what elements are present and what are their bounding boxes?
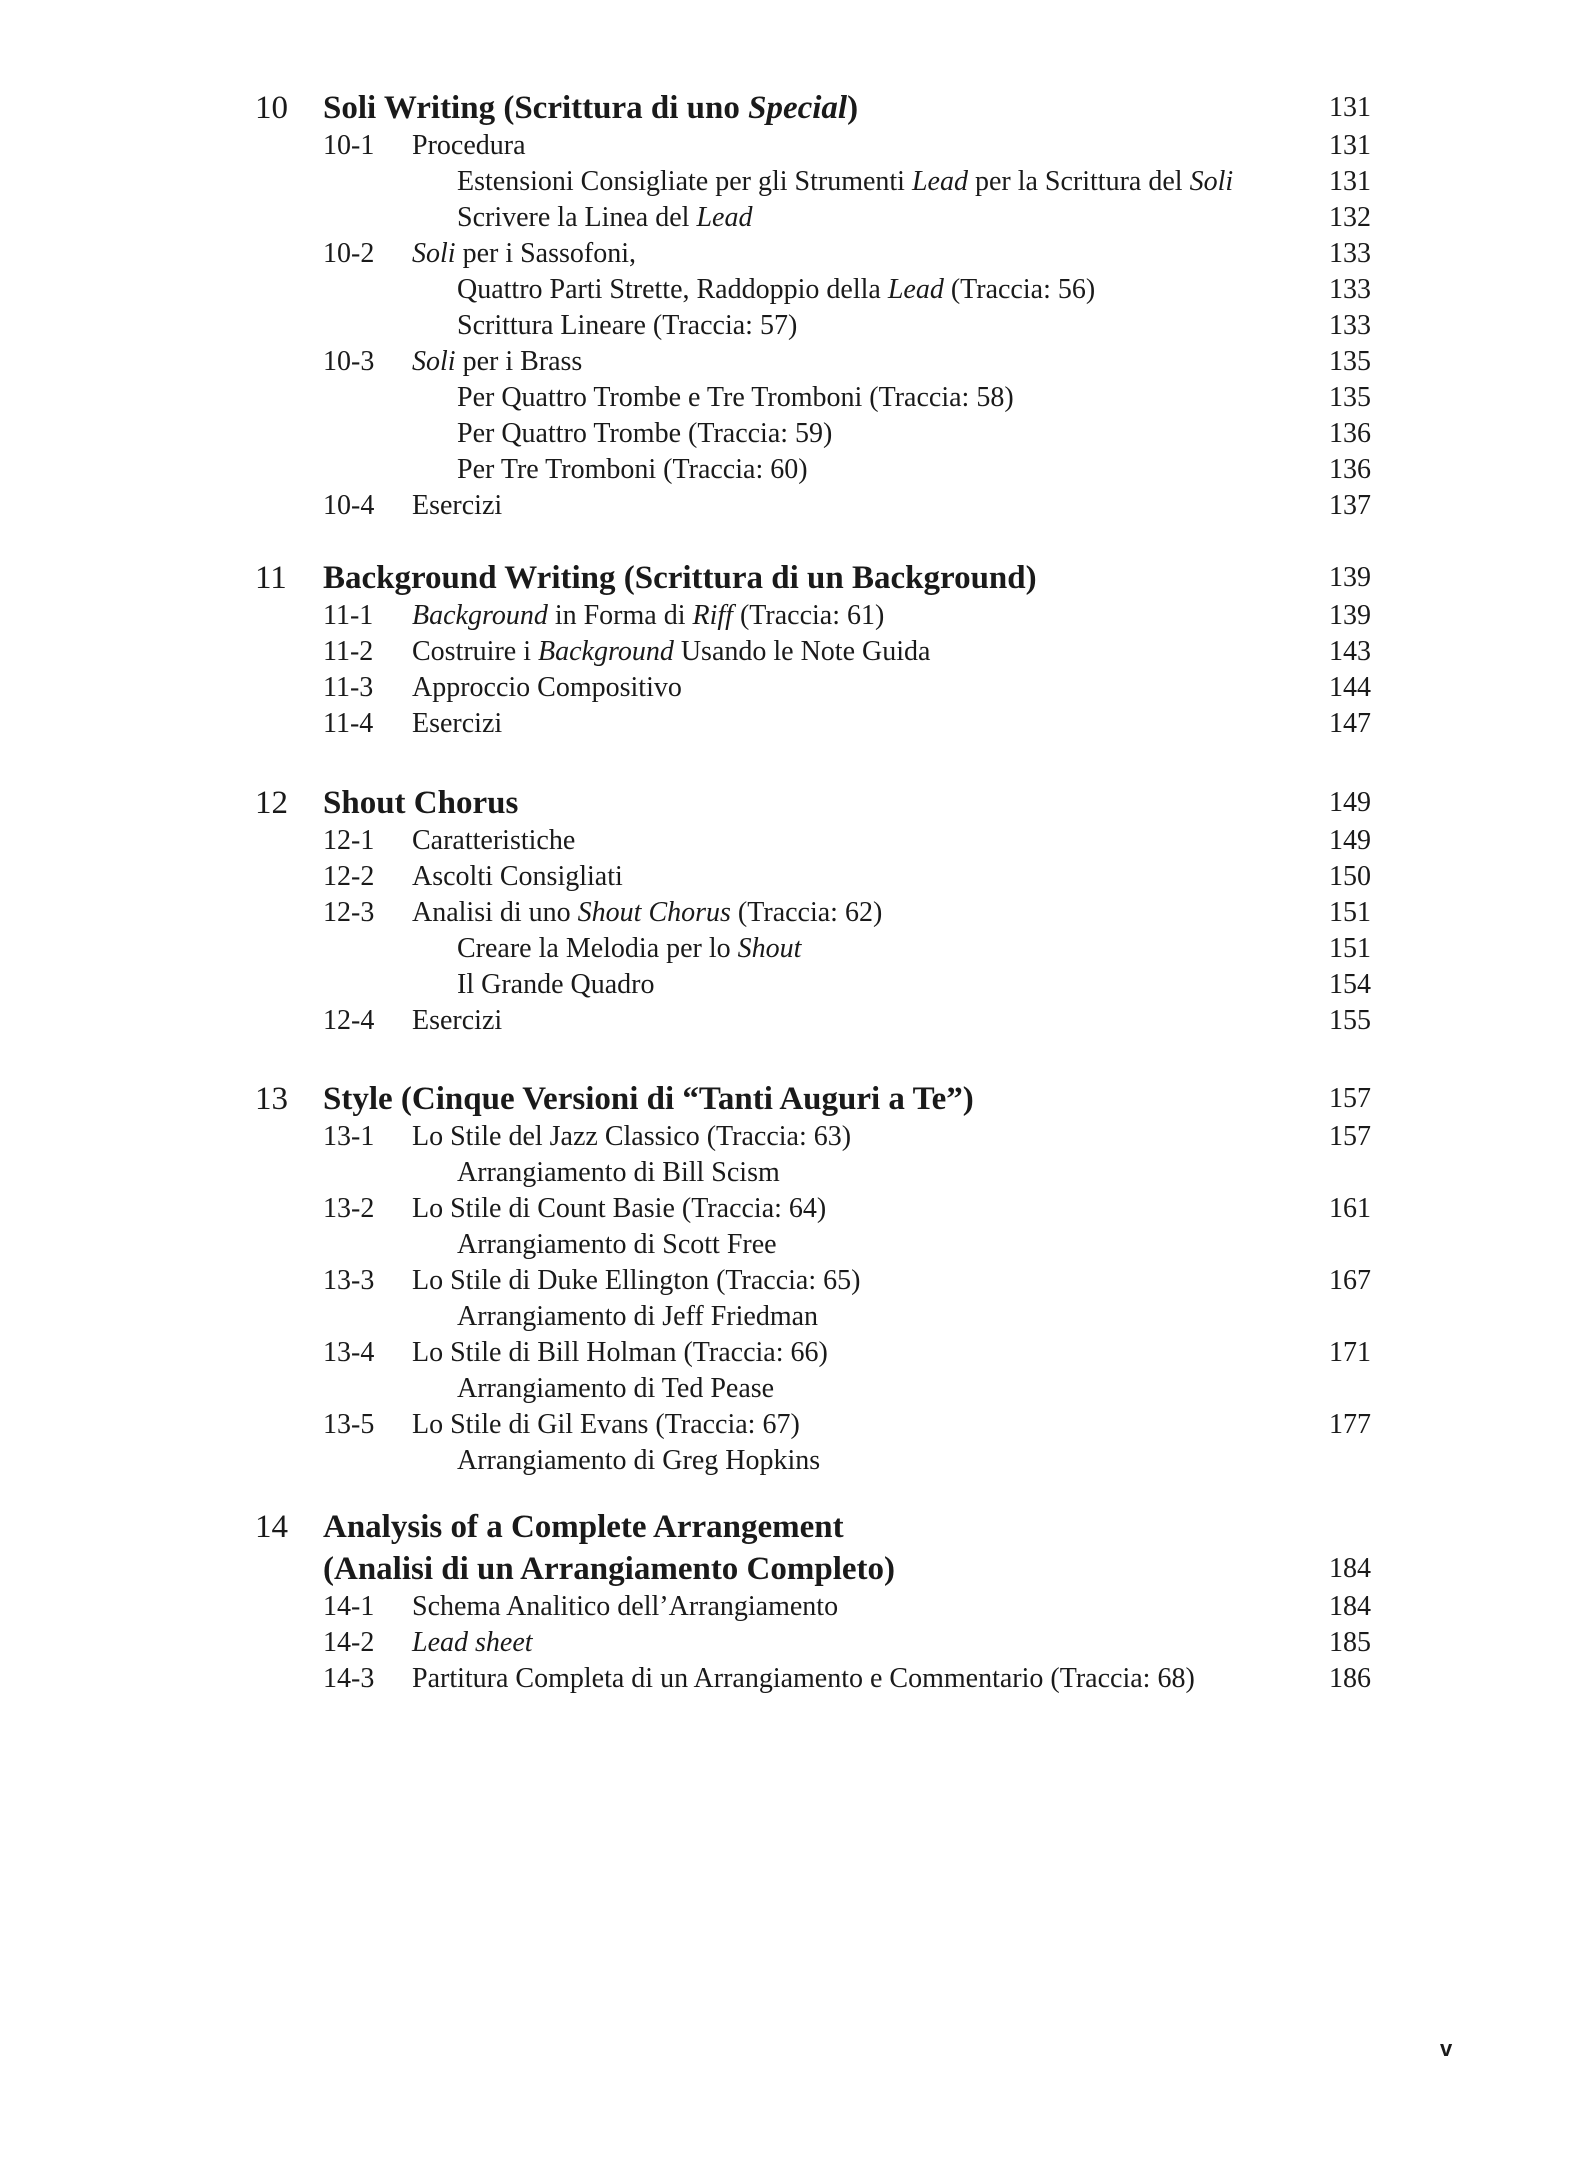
chapter-number: 14	[255, 1509, 288, 1545]
section-entry[interactable]	[0, 1589, 1593, 1625]
title-run: Lead	[696, 202, 753, 233]
section-page-number: 186	[1329, 1663, 1371, 1694]
section-entry[interactable]	[0, 1661, 1593, 1697]
section-page-number: 133	[1329, 274, 1371, 305]
title-run: Schema Analitico dell’Arrangiamento	[412, 1591, 839, 1622]
section-entry[interactable]	[0, 1263, 1593, 1299]
chapter-page-number: 131	[1329, 92, 1371, 123]
section-title	[457, 380, 1014, 416]
title-run: Scrivere la Linea del	[457, 202, 697, 233]
section-number: 14-1	[323, 1591, 375, 1622]
section-page-number: 157	[1329, 1121, 1371, 1152]
section-title	[412, 598, 884, 634]
section-number: 13-2	[323, 1193, 375, 1224]
title-run: Il Grande Quadro	[457, 969, 655, 1000]
section-entry[interactable]	[0, 1003, 1593, 1039]
title-run: Background	[538, 636, 674, 667]
section-title	[412, 128, 526, 164]
title-run: (Traccia: 61)	[732, 600, 885, 631]
page-number: v	[1440, 2036, 1453, 2061]
section-page-number: 171	[1329, 1337, 1371, 1368]
section-page-number: 147	[1329, 708, 1371, 739]
title-run: Lo Stile di Count Basie (Traccia: 64)	[412, 1193, 827, 1224]
title-run: Lo Stile del Jazz Classico (Traccia: 63)	[412, 1121, 852, 1152]
section-page-number: 137	[1329, 490, 1371, 521]
title-run: Soli	[412, 346, 456, 377]
title-run: Estensioni Consigliate per gli Strumenti	[457, 166, 912, 197]
title-run: Lead	[911, 166, 968, 197]
title-run: Analysis of a Complete Arrangement	[323, 1509, 844, 1545]
section-title	[412, 1589, 838, 1625]
subsection-entry[interactable]	[0, 452, 1593, 488]
section-entry[interactable]	[0, 1119, 1593, 1155]
section-title	[457, 1443, 820, 1479]
chapter-number: 12	[255, 785, 288, 821]
title-run: Quattro Parti Strette, Raddoppio della	[457, 274, 888, 305]
section-title	[412, 1661, 1195, 1697]
section-title	[457, 164, 1233, 200]
section-page-number: 185	[1329, 1627, 1371, 1658]
section-title	[412, 895, 882, 931]
chapter-title	[323, 556, 1037, 600]
section-entry[interactable]	[0, 128, 1593, 164]
section-title	[412, 236, 636, 272]
title-run: Soli	[412, 238, 456, 269]
section-page-number: 131	[1329, 166, 1371, 197]
subsection-entry[interactable]	[0, 1443, 1593, 1479]
subsection-entry[interactable]	[0, 1299, 1593, 1335]
section-page-number: 167	[1329, 1265, 1371, 1296]
title-run: (Traccia: 56)	[943, 274, 1096, 305]
section-entry[interactable]	[0, 598, 1593, 634]
chapter-heading[interactable]	[0, 1077, 1593, 1121]
chapter-heading[interactable]	[0, 1505, 1593, 1549]
title-run: Lo Stile di Bill Holman (Traccia: 66)	[412, 1337, 828, 1368]
section-number: 13-3	[323, 1265, 375, 1296]
title-run: per la Scrittura del	[967, 166, 1190, 197]
chapter-title	[323, 1505, 844, 1549]
chapter-number: 11	[255, 560, 287, 596]
chapter-number: 10	[255, 90, 288, 126]
section-number: 11-1	[323, 600, 374, 631]
section-number: 12-4	[323, 1005, 375, 1036]
section-entry[interactable]	[0, 670, 1593, 706]
section-page-number: 131	[1329, 130, 1371, 161]
title-run: Shout Chorus	[323, 785, 519, 821]
title-run: Scrittura Lineare (Traccia: 57)	[457, 310, 798, 341]
title-run: Arrangiamento di Ted Pease	[457, 1373, 775, 1404]
section-title	[457, 1299, 818, 1335]
title-run: Arrangiamento di Scott Free	[457, 1229, 777, 1260]
section-title	[412, 1625, 533, 1661]
section-page-number: 133	[1329, 238, 1371, 269]
section-entry[interactable]	[0, 488, 1593, 524]
section-page-number: 135	[1329, 382, 1371, 413]
title-run: Arrangiamento di Greg Hopkins	[457, 1445, 821, 1476]
section-title	[457, 1371, 774, 1407]
title-run: Partitura Completa di un Arrangiamento e Commentario (Traccia: 68)	[412, 1663, 1195, 1694]
chapter-title	[323, 1077, 974, 1121]
title-run: (Analisi di un Arrangiamento Completo)	[323, 1551, 896, 1587]
section-title	[412, 1335, 828, 1371]
section-entry[interactable]	[0, 634, 1593, 670]
section-number: 12-2	[323, 861, 375, 892]
subsection-entry[interactable]	[0, 1227, 1593, 1263]
title-run: Procedura	[412, 130, 526, 161]
title-run: per i Brass	[455, 346, 583, 377]
section-page-number: 184	[1329, 1591, 1371, 1622]
section-page-number: 143	[1329, 636, 1371, 667]
title-run: Caratteristiche	[412, 825, 576, 856]
chapter-heading-continued[interactable]	[0, 1547, 1593, 1591]
section-entry[interactable]	[0, 1191, 1593, 1227]
section-title	[457, 931, 801, 967]
title-run: (Traccia: 62)	[730, 897, 883, 928]
title-run: Ascolti Consigliati	[412, 861, 623, 892]
section-number: 13-5	[323, 1409, 375, 1440]
section-title	[457, 200, 752, 236]
section-page-number: 155	[1329, 1005, 1371, 1036]
section-entry[interactable]	[0, 1625, 1593, 1661]
section-page-number: 161	[1329, 1193, 1371, 1224]
chapter-heading[interactable]	[0, 86, 1593, 130]
title-run: Lead	[887, 274, 944, 305]
chapter-heading[interactable]	[0, 781, 1593, 825]
section-number: 10-3	[323, 346, 375, 377]
section-entry[interactable]	[0, 859, 1593, 895]
section-title	[412, 859, 623, 895]
section-page-number: 139	[1329, 600, 1371, 631]
section-title	[412, 634, 930, 670]
section-entry[interactable]	[0, 236, 1593, 272]
title-run: Creare la Melodia per lo	[457, 933, 738, 964]
section-entry[interactable]	[0, 1407, 1593, 1443]
section-title	[412, 344, 582, 380]
section-title	[457, 308, 797, 344]
title-run: Esercizi	[412, 1005, 503, 1036]
section-page-number: 135	[1329, 346, 1371, 377]
section-title	[412, 823, 575, 859]
chapter-number: 13	[255, 1081, 288, 1117]
title-run: Arrangiamento di Bill Scism	[457, 1157, 780, 1188]
section-entry[interactable]	[0, 895, 1593, 931]
title-run: Arrangiamento di Jeff Friedman	[457, 1301, 819, 1332]
chapter-page-number: 184	[1329, 1553, 1371, 1584]
title-run: Background	[412, 600, 548, 631]
title-run: Style (Cinque Versioni di “Tanti Auguri a Te”)	[323, 1081, 974, 1117]
section-number: 12-1	[323, 825, 375, 856]
section-title	[412, 1263, 860, 1299]
title-run: Lead sheet	[412, 1627, 533, 1658]
section-title	[457, 967, 654, 1003]
subsection-entry[interactable]	[0, 1371, 1593, 1407]
title-run: Shout Chorus	[577, 897, 731, 928]
chapter-subtitle	[323, 1547, 895, 1591]
title-run: Soli	[1189, 166, 1234, 197]
title-run: Lo Stile di Gil Evans (Traccia: 67)	[412, 1409, 800, 1440]
section-title	[457, 1227, 777, 1263]
section-title	[412, 1191, 826, 1227]
section-title	[457, 1155, 780, 1191]
section-entry[interactable]	[0, 344, 1593, 380]
section-page-number: 149	[1329, 825, 1371, 856]
section-title	[412, 670, 682, 706]
section-title	[412, 1119, 851, 1155]
section-number: 11-2	[323, 636, 374, 667]
section-entry[interactable]	[0, 823, 1593, 859]
subsection-entry[interactable]	[0, 308, 1593, 344]
title-run: Approccio Compositivo	[412, 672, 682, 703]
section-page-number: 133	[1329, 310, 1371, 341]
title-run: Esercizi	[412, 490, 503, 521]
section-page-number: 150	[1329, 861, 1371, 892]
subsection-entry[interactable]	[0, 416, 1593, 452]
section-entry[interactable]	[0, 1335, 1593, 1371]
chapter-page-number: 139	[1329, 562, 1371, 593]
section-entry[interactable]	[0, 706, 1593, 742]
title-run: Per Tre Tromboni (Traccia: 60)	[457, 454, 808, 485]
section-number: 12-3	[323, 897, 375, 928]
section-page-number: 151	[1329, 933, 1371, 964]
section-page-number: 154	[1329, 969, 1371, 1000]
section-page-number: 136	[1329, 418, 1371, 449]
section-title	[457, 416, 832, 452]
section-number: 13-1	[323, 1121, 375, 1152]
title-run: Per Quattro Trombe e Tre Tromboni (Traccia: 58)	[457, 382, 1014, 413]
section-number: 14-3	[323, 1663, 375, 1694]
section-title	[412, 488, 502, 524]
title-run: Soli Writing (Scrittura di uno	[323, 90, 749, 126]
title-run: per i Sassofoni,	[455, 238, 636, 269]
subsection-entry[interactable]	[0, 200, 1593, 236]
section-number: 13-4	[323, 1337, 375, 1368]
section-number: 10-2	[323, 238, 375, 269]
title-run: in Forma di	[547, 600, 693, 631]
chapter-title	[323, 86, 858, 130]
section-title	[412, 1407, 800, 1443]
title-run: Esercizi	[412, 708, 503, 739]
section-title	[457, 272, 1095, 308]
title-run: Usando le Note Guida	[673, 636, 931, 667]
subsection-entry[interactable]	[0, 967, 1593, 1003]
section-page-number: 132	[1329, 202, 1371, 233]
section-number: 11-3	[323, 672, 374, 703]
section-number: 10-4	[323, 490, 375, 521]
title-run: Per Quattro Trombe (Traccia: 59)	[457, 418, 833, 449]
title-run: Riff	[692, 600, 733, 631]
section-page-number: 144	[1329, 672, 1371, 703]
subsection-entry[interactable]	[0, 164, 1593, 200]
title-run: Costruire i	[412, 636, 538, 667]
section-page-number: 136	[1329, 454, 1371, 485]
chapter-heading[interactable]	[0, 556, 1593, 600]
subsection-entry[interactable]	[0, 272, 1593, 308]
title-run: Lo Stile di Duke Ellington (Traccia: 65)	[412, 1265, 861, 1296]
subsection-entry[interactable]	[0, 380, 1593, 416]
chapter-page-number: 149	[1329, 787, 1371, 818]
subsection-entry[interactable]	[0, 1155, 1593, 1191]
section-title	[412, 706, 502, 742]
subsection-entry[interactable]	[0, 931, 1593, 967]
section-page-number: 177	[1329, 1409, 1371, 1440]
title-run: Shout	[737, 933, 802, 964]
section-number: 14-2	[323, 1627, 375, 1658]
title-run: Background Writing (Scrittura di un Background)	[323, 560, 1037, 596]
section-number: 10-1	[323, 130, 375, 161]
section-page-number: 151	[1329, 897, 1371, 928]
title-run: Special	[748, 90, 848, 126]
title-run: )	[847, 90, 859, 126]
section-title	[412, 1003, 502, 1039]
section-title	[457, 452, 808, 488]
chapter-title	[323, 781, 518, 825]
section-number: 11-4	[323, 708, 374, 739]
chapter-page-number: 157	[1329, 1083, 1371, 1114]
title-run: Analisi di uno	[412, 897, 578, 928]
